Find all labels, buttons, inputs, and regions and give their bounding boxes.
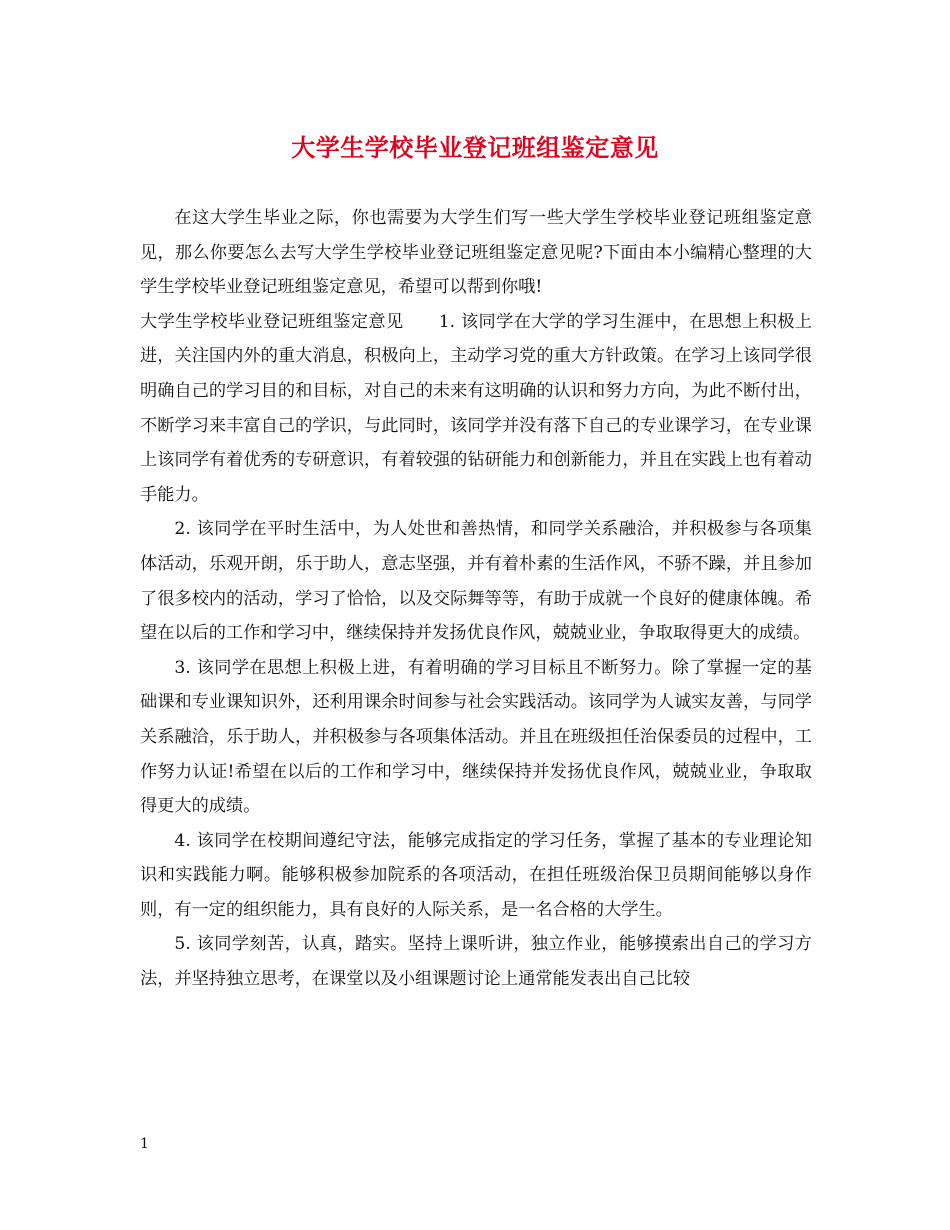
- paragraph-2: 2. 该同学在平时生活中，为人处世和善热情，和同学关系融洽，并积极参与各项集体活动，乐观开朗，乐于助人，意志坚强，并有着朴素的生活作风，不骄不躁，并且参加了很多校内的活动，学习了恰恰，以及交际舞等等，有助于成就一个良好的健康体魄。希望在以后的工作和学习中，继续保持并发扬优良作风，兢兢业业，争取取得更大的成绩。: [140, 519, 812, 644]
- page-number: 1: [140, 1136, 149, 1152]
- paragraph-5: 5. 该同学刻苦，认真，踏实。坚持上课听讲，独立作业，能够摸索出自己的学习方法，并坚持独立思考，在课堂以及小组课题讨论上通常能发表出自己比较: [140, 934, 812, 990]
- paragraph-3: 3. 该同学在思想上积极上进，有着明确的学习目标且不断努力。除了掌握一定的基础课和专业课知识外，还利用课余时间参与社会实践活动。该同学为人诚实友善，与同学关系融洽，乐于助人，并积极参与各项集体活动。并且在班级担任治保委员的过程中，工作努力认证!希望在以后的工作和学习中，继续保持并发扬优良作风，兢兢业业，争取取得更大的成绩。: [140, 657, 812, 817]
- paragraph-1: 大学生学校毕业登记班组鉴定意见 1. 该同学在大学的学习生涯中，在思想上积极上进，关注国内外的重大消息，积极向上，主动学习党的重大方针政策。在学习上该同学很明确自己的学习目的和目标，对自己的未来有这明确的认识和努力方向，为此不断付出，不断学习来丰富自己的学识，与此同时，该同学并没有落下自己的专业课学习，在专业课上该同学有着优秀的专研意识，有着较强的钻研能力和创新能力，并且在实践上也有着动手能力。: [140, 311, 812, 505]
- document-title: 大学生学校毕业登记班组鉴定意见: [291, 133, 659, 162]
- paragraph-4: 4. 该同学在校期间遵纪守法，能够完成指定的学习任务，掌握了基本的专业理论知识和实践能力啊。能够积极参加院系的各项活动，在担任班级治保卫员期间能够以身作则，有一定的组织能力，具有良好的人际关系，是一名合格的大学生。: [140, 830, 812, 920]
- document-body: [140, 201, 812, 997]
- intro-paragraph: 在这大学生毕业之际，你也需要为大学生们写一些大学生学校毕业登记班组鉴定意见，那么你要怎么去写大学生学校毕业登记班组鉴定意见呢?下面由本小编精心整理的大学生学校毕业登记班组鉴定意见，希望可以帮到你哦!: [140, 208, 812, 298]
